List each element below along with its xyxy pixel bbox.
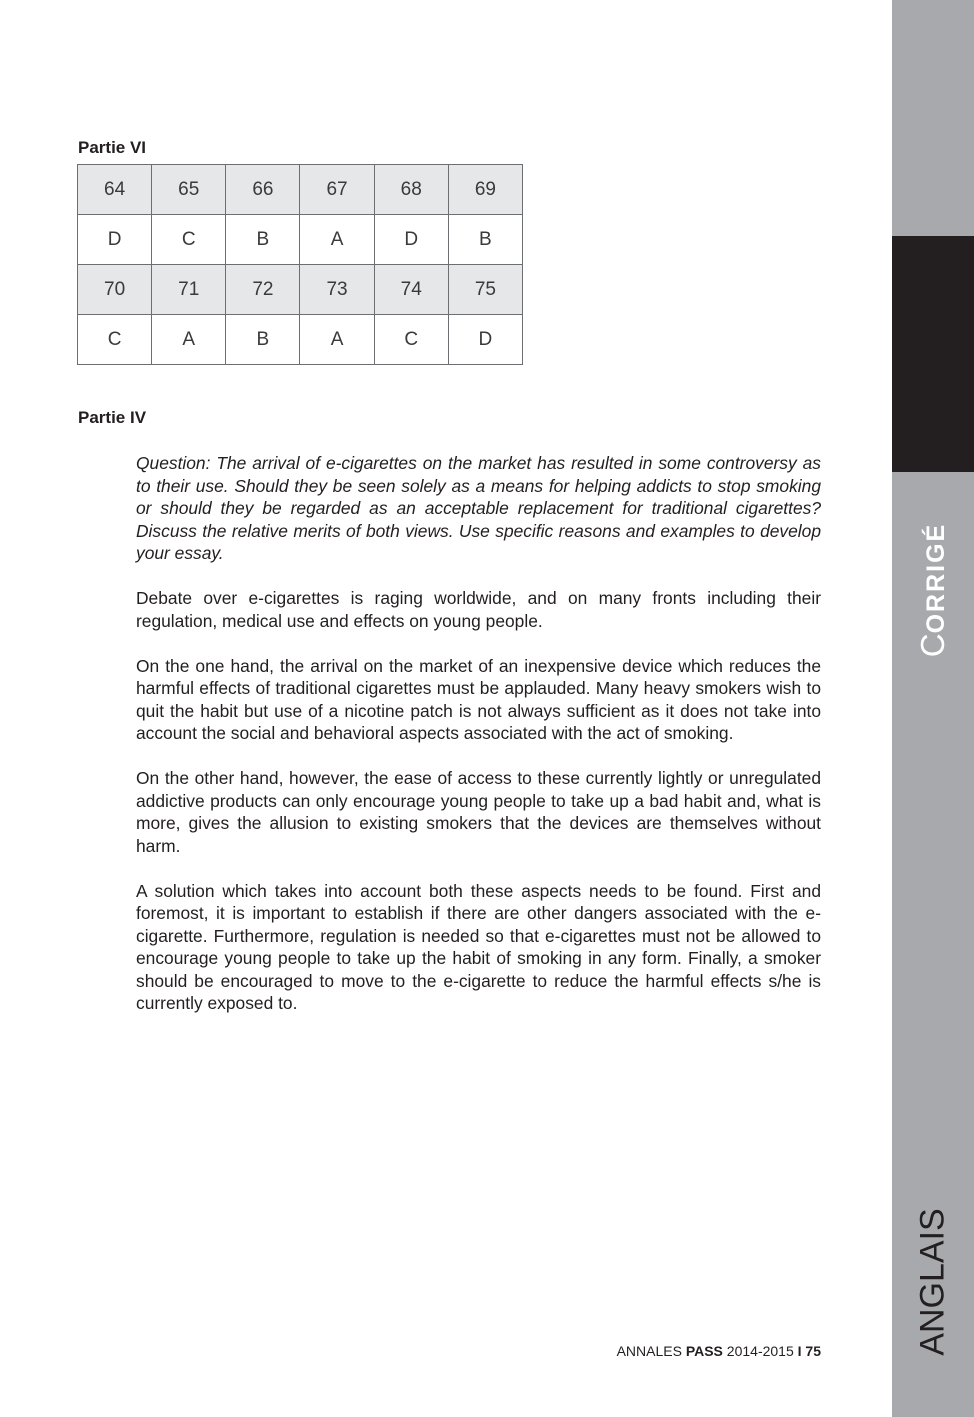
- table-cell: 71: [152, 265, 226, 315]
- section-label-initial: C: [914, 633, 951, 658]
- section-tab: [892, 236, 974, 658]
- table-cell: D: [374, 215, 448, 265]
- subject-label: ANGLAIS: [913, 1208, 952, 1356]
- table-cell: D: [448, 315, 522, 365]
- table-row: [78, 315, 523, 365]
- table-cell: A: [152, 315, 226, 365]
- table-cell: 75: [448, 265, 522, 315]
- page-footer: [617, 1343, 821, 1359]
- essay-paragraph: Debate over e-cigarettes is raging worldwide, and on many fronts including their regulation, medical use and effects on young people.: [136, 588, 821, 631]
- table-cell: C: [374, 315, 448, 365]
- page-number: 75: [805, 1343, 821, 1359]
- table-cell: 65: [152, 165, 226, 215]
- table-cell: 66: [226, 165, 300, 215]
- table-cell: B: [226, 315, 300, 365]
- table-cell: C: [78, 315, 152, 365]
- side-tab: [892, 0, 974, 1417]
- table-cell: A: [300, 315, 374, 365]
- table-row: [78, 165, 523, 215]
- essay-paragraph: On the one hand, the arrival on the market of an inexpensive device which reduces the harmful effects of traditional cigarettes must be applauded. Many heavy smokers wish to quit the habit but use of a nicotine patch is not always sufficient as it does not take into account the social and behavioral aspects associated with the act of smoking.: [136, 655, 821, 743]
- table-cell: 72: [226, 265, 300, 315]
- table-cell: 73: [300, 265, 374, 315]
- table-cell: A: [300, 215, 374, 265]
- table-cell: 70: [78, 265, 152, 315]
- table-row: [78, 265, 523, 315]
- table-cell: B: [226, 215, 300, 265]
- table-cell: 67: [300, 165, 374, 215]
- table-row: [78, 215, 523, 265]
- footer-separator: I: [797, 1343, 802, 1359]
- answer-table: [77, 164, 523, 365]
- table-cell: 68: [374, 165, 448, 215]
- essay: [136, 452, 821, 1037]
- table-cell: 74: [374, 265, 448, 315]
- footer-brand: PASS: [685, 1343, 723, 1359]
- section-label: [914, 523, 952, 657]
- partie-vi-heading: Partie VI: [78, 138, 147, 157]
- essay-question: Question: The arrival of e-cigarettes on the market has resulted in some controversy as to their use. Should they be seen solely as a means for helping addicts to stop smoking or should they be regarded as an acceptable replacement for traditional cigarettes? Discuss the relative merits of both views. Use specific reasons and examples to develop your essay.: [136, 453, 821, 563]
- essay-paragraph: A solution which takes into account both these aspects needs to be found. First and foremost, it is important to establish if there are other dangers associated with the e-cigarette. Furthermore, regulation is needed so that e-cigarettes must not be allowed to encourage young people to take up the habit of smoking in any form. Finally, a smoker should be encouraged to move to the e-cigarette to reduce the harmful effects s/he is currently exposed to.: [136, 880, 821, 1013]
- footer-years: 2014-2015: [726, 1343, 794, 1359]
- partie-iv-heading: Partie IV: [78, 408, 147, 427]
- table-cell: 69: [448, 165, 522, 215]
- essay-paragraph: On the other hand, however, the ease of access to these currently lightly or unregulated addictive products can only encourage young people to take up a bad habit and, what is more, gives the allusion to existing smokers that the devices are themselves without harm.: [136, 768, 821, 856]
- section-label-rest: ORRIGÉ: [922, 522, 950, 634]
- table-cell: B: [448, 215, 522, 265]
- table-cell: C: [152, 215, 226, 265]
- table-cell: 64: [78, 165, 152, 215]
- footer-series: ANNALES: [616, 1343, 682, 1359]
- table-cell: D: [78, 215, 152, 265]
